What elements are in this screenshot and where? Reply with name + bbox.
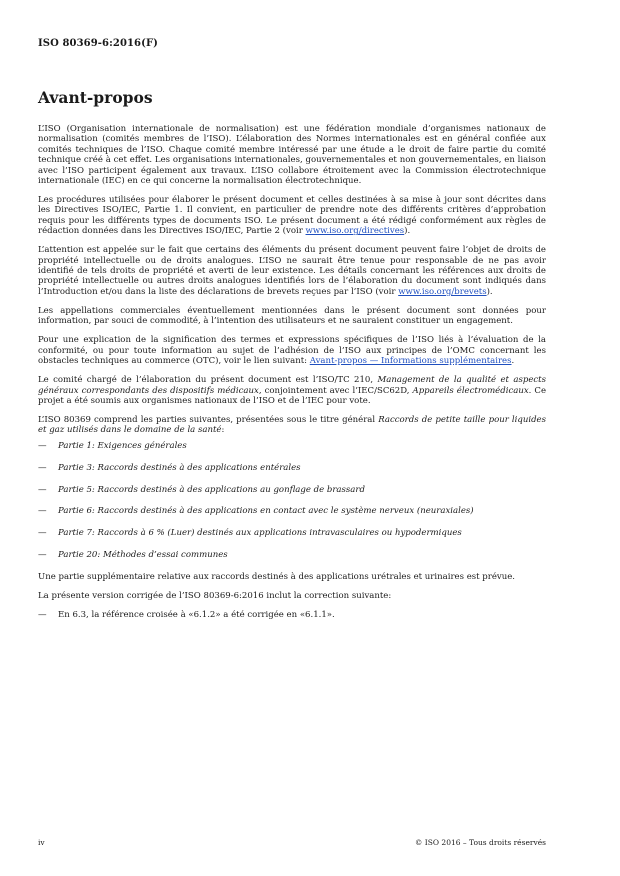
paragraph-end: . xyxy=(511,356,515,367)
paragraph-text: L’attention est appelée sur le fait que certains des éléments du présent document peuvent faire l’objet de droits de propriété intellectuelle ou de droits analogues. L’ISO ne saurait être tenue pour responsable de ne pas avoir identifié de tels droits de propriété et averti de leur existence. Les détails concernant les références aux droits de propriété intellectuelle ou autres droits analogues identifiés lors de l’élaboration du document sont indiqués dans l’Introduction et/ou dans la liste des déclarations de brevets reçues par l’ISO (voir xyxy=(38,245,546,297)
paragraph-text: L’ISO 80369 comprend les parties suivantes, présentées sous le titre général xyxy=(38,414,379,425)
general-title: Raccords de petite taille pour liquides et gaz utilisés dans le domaine de la santé xyxy=(38,414,547,436)
copyright-notice: © ISO 2016 – Tous droits réservés xyxy=(414,838,546,847)
list-item-text: Partie 1: Exigences générales xyxy=(58,440,187,451)
list-item-text: Partie 5: Raccords destinés à des applications au gonflage de brassard xyxy=(58,484,365,495)
dash-bullet: — xyxy=(38,610,47,621)
paragraph-procedures xyxy=(38,195,546,237)
committee-title: Management de la qualité et aspects généraux correspondants des dispositifs médicaux xyxy=(38,375,546,396)
subcommittee-title: Appareils électromédicaux xyxy=(412,385,529,396)
paragraph-end: ). xyxy=(486,286,493,297)
page-number: iv xyxy=(38,838,45,847)
list-item-text: Partie 20: Méthodes d’essai communes xyxy=(58,550,228,561)
document-body xyxy=(38,124,546,632)
list-item xyxy=(38,463,546,473)
dash-bullet: — xyxy=(38,484,47,495)
foreword-info-link[interactable]: Avant-propos — Informations supplémentaires xyxy=(309,356,512,367)
patents-link[interactable]: www.iso.org/brevets xyxy=(398,286,487,297)
dash-bullet: — xyxy=(38,528,47,539)
list-item-text: Partie 7: Raccords à 6 % (Luer) destinés aux applications intravasculaires ou hypodermiques xyxy=(58,528,462,539)
paragraph-committee xyxy=(38,375,546,406)
paragraph-trade-names: Les appellations commerciales éventuellement mentionnées dans le présent document sont données pour information, par souci de commodité, à l’intention des utilisateurs et ne sauraient constituer un engagement. xyxy=(38,305,546,327)
paragraph-text: . Ce projet a été soumis aux organismes nationaux de l’ISO et de l’IEC pour vote. xyxy=(38,385,547,406)
paragraph-text: , conjointement avec l’IEC/SC62D, xyxy=(258,385,413,396)
paragraph-corrected-version: La présente version corrigée de l’ISO 80369-6:2016 inclut la correction suivante: xyxy=(38,591,392,602)
list-item-text: Partie 6: Raccords destinés à des applications en contact avec le système nerveux (neuraxiales) xyxy=(58,506,474,517)
paragraph-iso-intro: L’ISO (Organisation internationale de normalisation) est une fédération mondiale d’organismes nationaux de normalisation (comités membres de l’ISO). L’élaboration des Normes internationales est en général confiée aux comités techniques de l’ISO. Chaque comité membre intéressé par une étude a le droit de faire partie du comité technique créé à cet effet. Les organisations internationales, gouvernementales et non gouvernementales, en liaison avec l’ISO participent également aux travaux. L’ISO collabore étroitement avec la Commission électrotechnique internationale (IEC) en ce qui concerne la normalisation électrotechnique. xyxy=(38,124,546,187)
dash-bullet: — xyxy=(38,462,47,473)
list-item xyxy=(38,441,546,451)
paragraph-conformity xyxy=(38,335,546,366)
paragraph-end: : xyxy=(221,425,225,436)
dash-bullet: — xyxy=(38,440,47,451)
section-title: Avant-propos xyxy=(38,88,153,107)
dash-bullet: — xyxy=(38,506,47,517)
document-id: ISO 80369-6:2016(F) xyxy=(38,38,158,49)
list-item xyxy=(38,550,546,560)
paragraph-patents xyxy=(38,245,546,297)
paragraph-end: ). xyxy=(404,226,411,237)
correction-text: En 6.3, la référence croisée à «6.1.2» a été corrigée en «6.1.1». xyxy=(58,610,335,621)
list-item xyxy=(38,485,546,495)
paragraph-text: Les procédures utilisées pour élaborer le présent document et celles destinées à sa mise à jour sont décrites dans les Directives ISO/IEC, Partie 1. Il convient, en particulier de prendre note des différents critères d’approbation requis pour les différents types de documents ISO. Le présent document a été rédigé conformément aux règles de rédaction données dans les Directives ISO/IEC, Partie 2 (voir xyxy=(38,195,546,237)
correction-item xyxy=(38,610,546,620)
list-item-text: Partie 3: Raccords destinés à des applications entérales xyxy=(58,462,301,473)
directives-link[interactable]: www.iso.org/directives xyxy=(305,226,405,237)
paragraph-parts-intro xyxy=(38,415,546,436)
parts-list xyxy=(38,441,546,561)
paragraph-additional-part: Une partie supplémentaire relative aux raccords destinés à des applications urétrales et urinaires est prévue. xyxy=(38,572,516,583)
list-item xyxy=(38,506,546,516)
dash-bullet: — xyxy=(38,550,47,561)
paragraph-text: Le comité chargé de l’élaboration du présent document est l’ISO/TC 210, xyxy=(38,375,378,386)
list-item xyxy=(38,528,546,538)
paragraph-text: Pour une explication de la signification des termes et expressions spécifiques de l’ISO liés à l’évaluation de la conformité, ou pour toute information au sujet de l’adhésion de l’ISO aux principes de l’OMC concernant les obstacles techniques au commerce (OTC), voir le lien suivant: xyxy=(38,335,546,367)
